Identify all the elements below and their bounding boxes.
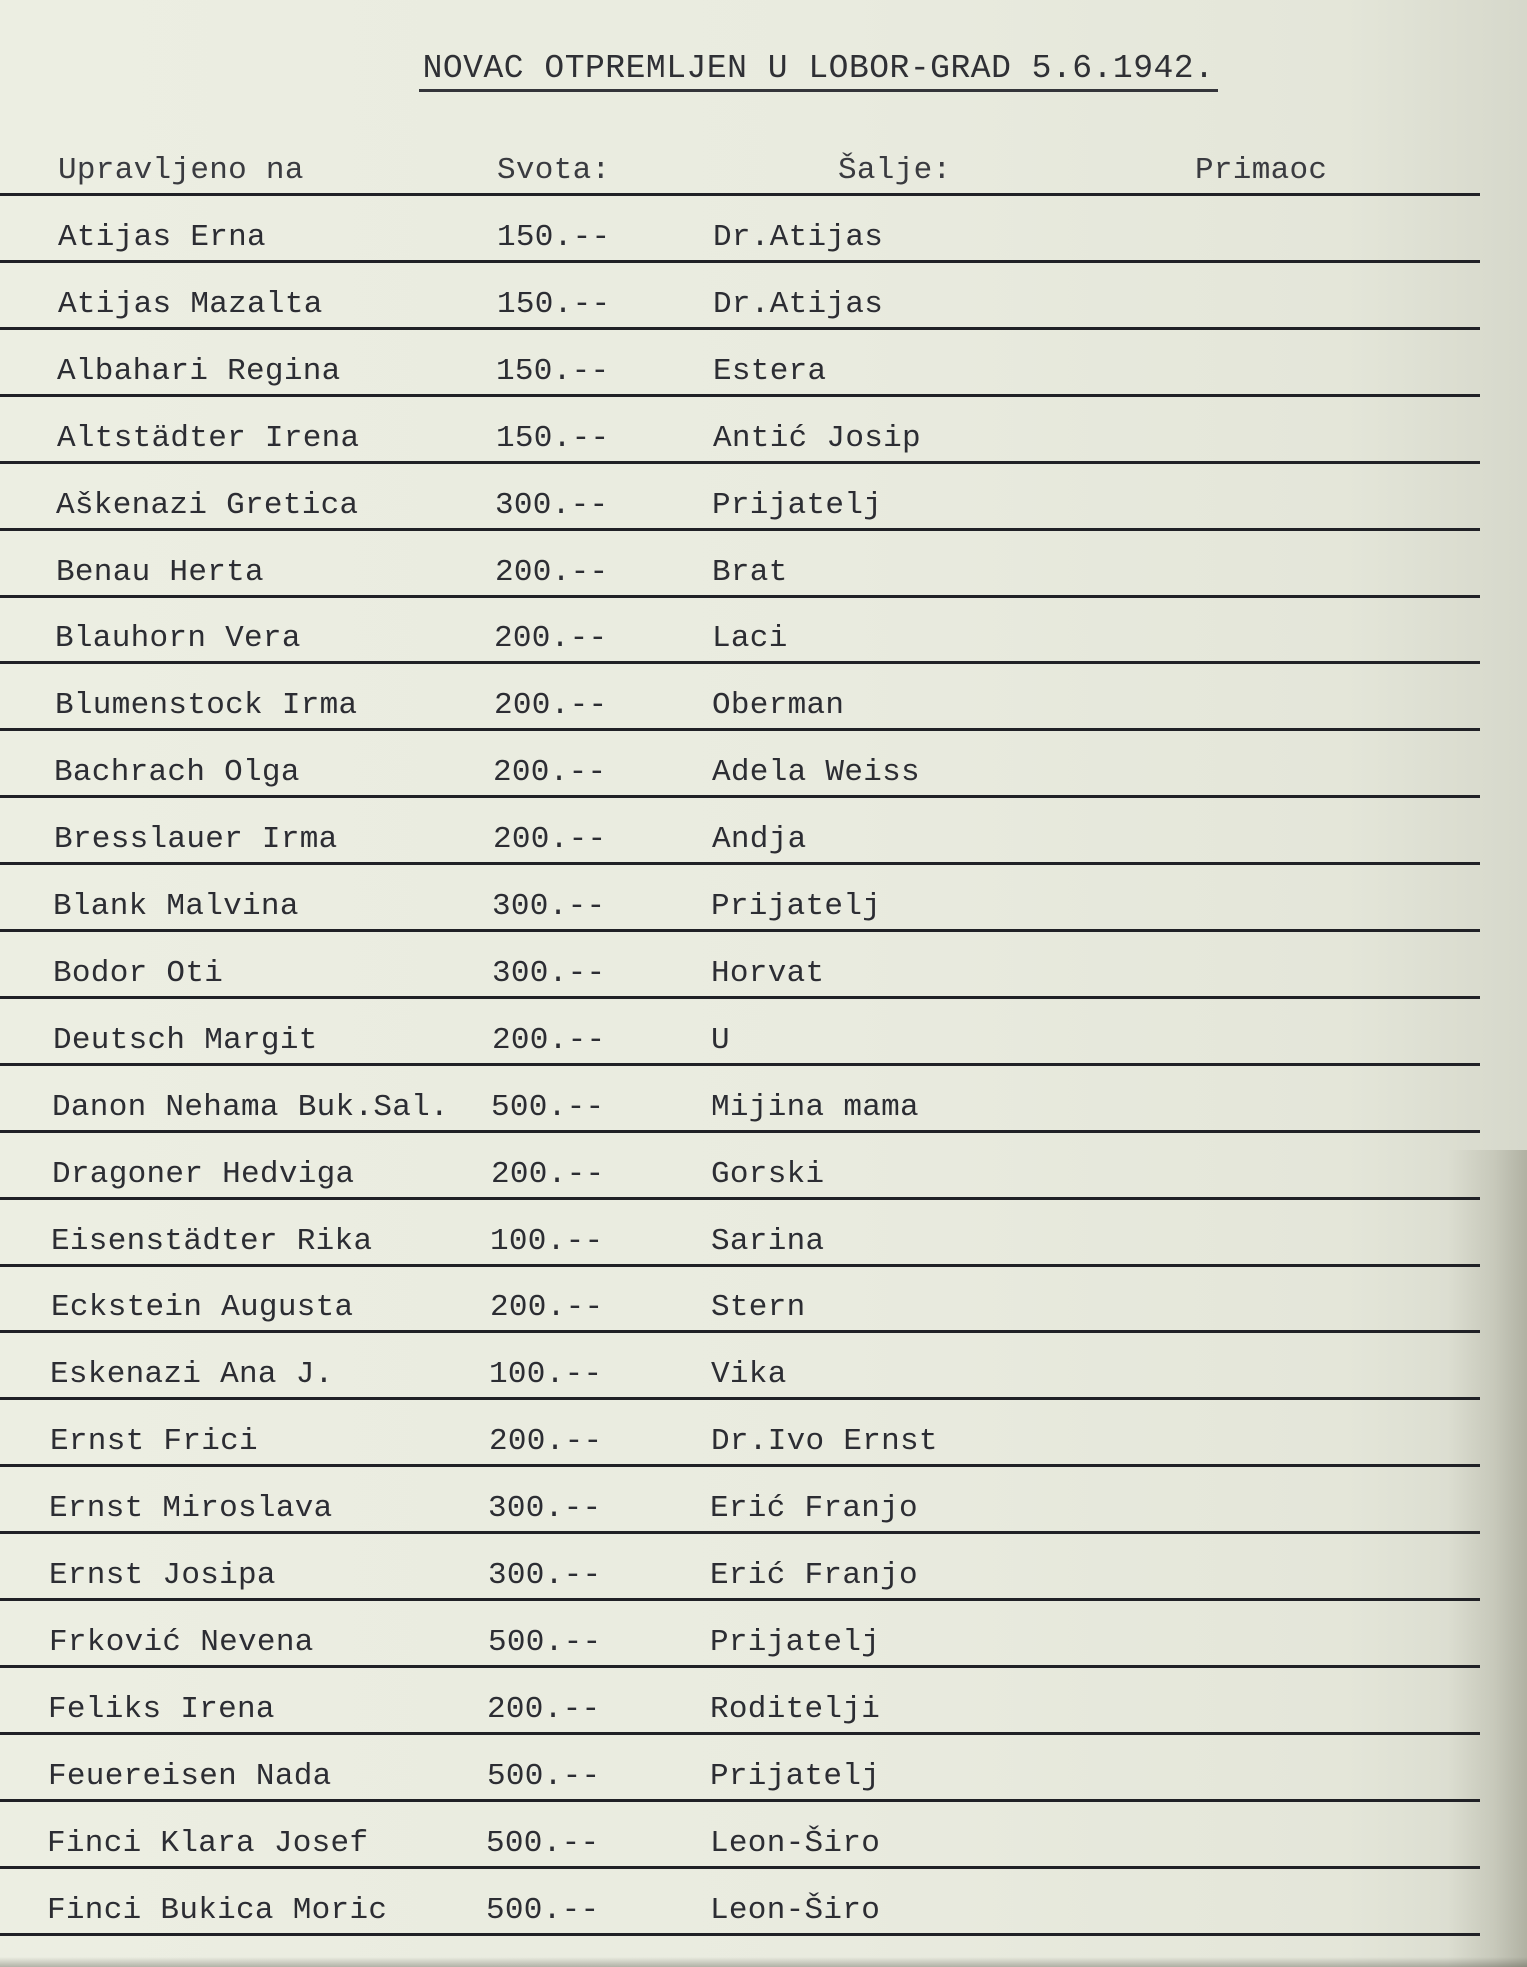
table-row (0, 1803, 1480, 1869)
entry-amount: 200.-- (487, 1692, 601, 1727)
table-row (0, 933, 1480, 999)
table-row (0, 732, 1480, 798)
row-rule (0, 1063, 1480, 1066)
entry-name: Ernst Miroslava (49, 1491, 333, 1526)
entry-amount: 200.-- (491, 1157, 605, 1192)
table-row (0, 197, 1480, 263)
table-row (0, 598, 1480, 664)
row-rule (0, 1732, 1480, 1735)
entry-name: Albahari Regina (57, 354, 341, 389)
row-rule (0, 327, 1480, 330)
entry-sender: Gorski (711, 1157, 825, 1192)
entry-name: Blumenstock Irma (55, 688, 358, 723)
row-rule (0, 862, 1480, 865)
document-title-wrapper (0, 50, 1527, 87)
entry-name: Feuereisen Nada (48, 1759, 332, 1794)
column-header-amount: Svota: (497, 153, 611, 188)
table-row (0, 1870, 1480, 1936)
entry-amount: 150.-- (496, 354, 610, 389)
entry-amount: 150.-- (497, 220, 611, 255)
page-bottom-edge (0, 1957, 1527, 1967)
entry-name: Aškenazi Gretica (56, 488, 359, 523)
entry-name: Atijas Erna (58, 220, 266, 255)
table-row (0, 532, 1480, 598)
entry-sender: Oberman (712, 688, 845, 723)
entry-amount: 500.-- (486, 1826, 600, 1861)
entry-sender: Leon-Širo (710, 1893, 881, 1928)
entry-name: Blauhorn Vera (55, 621, 301, 656)
entry-name: Finci Bukica Moric (47, 1893, 388, 1928)
column-header-name: Upravljeno na (58, 153, 304, 188)
entry-name: Eskenazi Ana J. (50, 1357, 334, 1392)
entry-sender: U (711, 1023, 730, 1058)
table-row (0, 1736, 1480, 1802)
row-rule (0, 528, 1480, 531)
entry-amount: 500.-- (491, 1090, 605, 1125)
row-rule (0, 461, 1480, 464)
entry-name: Eckstein Augusta (51, 1290, 354, 1325)
row-rule (0, 996, 1480, 999)
table-row (0, 264, 1480, 330)
entry-name: Danon Nehama Buk.Sal. (52, 1090, 449, 1125)
entry-amount: 200.-- (495, 555, 609, 590)
column-header-recipient: Primaoc (1195, 153, 1328, 188)
entry-sender: Prijatelj (712, 488, 883, 523)
row-rule (0, 1799, 1480, 1802)
header-row (0, 130, 1480, 196)
table-row (0, 398, 1480, 464)
row-rule (0, 1866, 1480, 1869)
entry-name: Feliks Irena (48, 1692, 275, 1727)
row-rule (0, 394, 1480, 397)
entry-name: Bachrach Olga (54, 755, 300, 790)
entry-sender: Dr.Ivo Ernst (711, 1424, 938, 1459)
entry-amount: 200.-- (493, 822, 607, 857)
entry-name: Finci Klara Josef (47, 1826, 369, 1861)
entry-amount: 150.-- (496, 421, 610, 456)
row-rule (0, 1397, 1480, 1400)
row-rule (0, 1464, 1480, 1467)
entry-sender: Sarina (711, 1224, 825, 1259)
entry-amount: 200.-- (493, 755, 607, 790)
entry-sender: Erić Franjo (710, 1558, 918, 1593)
entry-name: Ernst Frici (50, 1424, 258, 1459)
column-header-sender: Šalje: (838, 153, 952, 188)
table-row (0, 799, 1480, 865)
table-row (0, 331, 1480, 397)
table-row (0, 1201, 1480, 1267)
entry-amount: 200.-- (494, 688, 608, 723)
entry-sender: Horvat (711, 956, 825, 991)
entry-name: Benau Herta (56, 555, 264, 590)
row-rule (0, 728, 1480, 731)
entry-amount: 300.-- (495, 488, 609, 523)
row-rule (0, 1197, 1480, 1200)
table-row (0, 1401, 1480, 1467)
entry-sender: Estera (713, 354, 827, 389)
table-row (0, 665, 1480, 731)
entry-sender: Prijatelj (710, 1759, 881, 1794)
entry-sender: Prijatelj (710, 1625, 881, 1660)
entry-sender: Brat (712, 555, 788, 590)
table-row (0, 866, 1480, 932)
entry-sender: Antić Josip (713, 421, 921, 456)
table-row (0, 1267, 1480, 1333)
entry-sender: Roditelji (710, 1692, 881, 1727)
entry-amount: 300.-- (492, 956, 606, 991)
entry-amount: 200.-- (494, 621, 608, 656)
document-title: NOVAC OTPREMLJEN U LOBOR-GRAD 5.6.1942. (419, 50, 1219, 92)
entry-name: Frković Nevena (49, 1625, 314, 1660)
row-rule (0, 260, 1480, 263)
row-rule (0, 1665, 1480, 1668)
table-row (0, 1468, 1480, 1534)
table-row (0, 1669, 1480, 1735)
entry-name: Altstädter Irena (57, 421, 360, 456)
table-row (0, 1602, 1480, 1668)
entry-amount: 300.-- (488, 1491, 602, 1526)
entry-name: Bodor Oti (53, 956, 224, 991)
table-row (0, 1067, 1480, 1133)
table-row (0, 1000, 1480, 1066)
entry-amount: 500.-- (486, 1893, 600, 1928)
entry-sender: Dr.Atijas (713, 287, 884, 322)
entry-sender: Dr.Atijas (713, 220, 884, 255)
entry-amount: 100.-- (489, 1357, 603, 1392)
entry-name: Bresslauer Irma (54, 822, 338, 857)
entry-sender: Erić Franjo (710, 1491, 918, 1526)
table-row (0, 465, 1480, 531)
row-rule (0, 1933, 1480, 1936)
row-rule (0, 1598, 1480, 1601)
entry-amount: 150.-- (497, 287, 611, 322)
entry-sender: Vika (711, 1357, 787, 1392)
row-rule (0, 929, 1480, 932)
entry-sender: Stern (711, 1290, 806, 1325)
table-row (0, 1134, 1480, 1200)
entry-name: Eisenstädter Rika (51, 1224, 373, 1259)
entry-name: Ernst Josipa (49, 1558, 276, 1593)
entry-sender: Prijatelj (711, 889, 882, 924)
row-rule (0, 1130, 1480, 1133)
entry-amount: 300.-- (492, 889, 606, 924)
entry-sender: Andja (712, 822, 807, 857)
entry-amount: 100.-- (490, 1224, 604, 1259)
table-row (0, 1535, 1480, 1601)
entry-amount: 500.-- (487, 1759, 601, 1794)
entry-sender: Laci (712, 621, 788, 656)
entry-name: Blank Malvina (53, 889, 299, 924)
row-rule (0, 1330, 1480, 1333)
entry-amount: 300.-- (488, 1558, 602, 1593)
entry-name: Deutsch Margit (53, 1023, 318, 1058)
table-row (0, 1334, 1480, 1400)
row-rule (0, 795, 1480, 798)
entry-name: Atijas Mazalta (58, 287, 323, 322)
row-rule (0, 1531, 1480, 1534)
entry-sender: Leon-Širo (710, 1826, 881, 1861)
entry-amount: 200.-- (489, 1424, 603, 1459)
row-rule (0, 193, 1480, 196)
entry-amount: 500.-- (488, 1625, 602, 1660)
row-rule (0, 661, 1480, 664)
entry-amount: 200.-- (492, 1023, 606, 1058)
entry-amount: 200.-- (490, 1290, 604, 1325)
entry-sender: Mijina mama (711, 1090, 919, 1125)
entry-sender: Adela Weiss (712, 755, 920, 790)
entry-name: Dragoner Hedviga (52, 1157, 355, 1192)
